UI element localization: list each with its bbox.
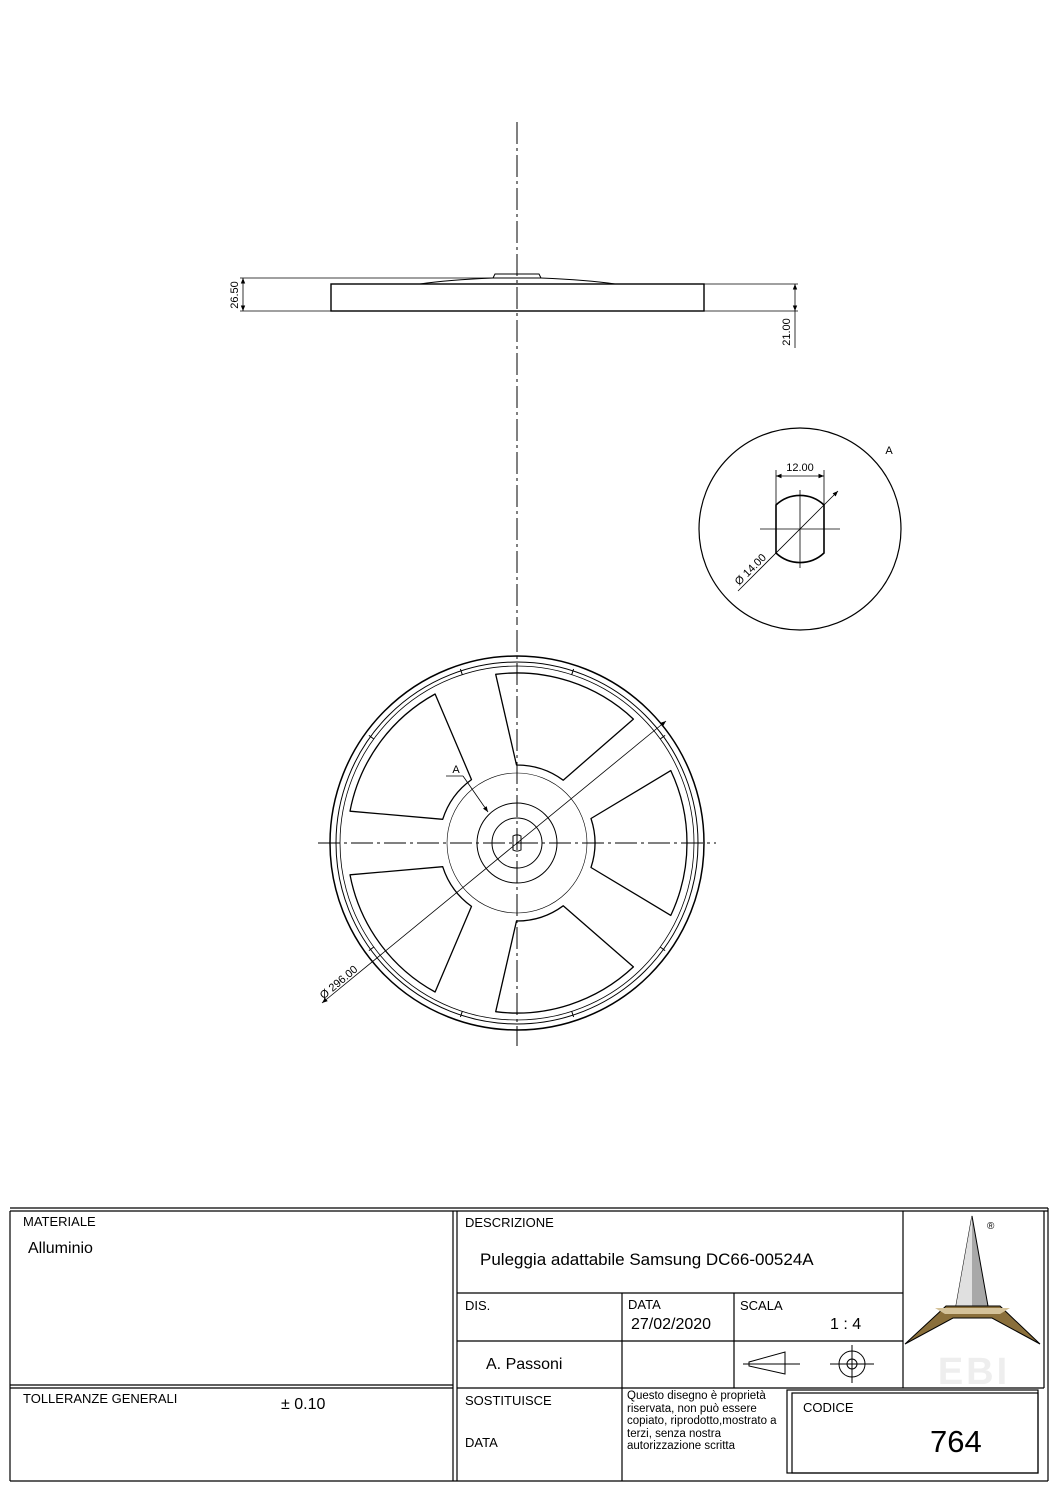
projection-symbol-icon <box>743 1345 874 1383</box>
sostituisce-label: SOSTITUISCE <box>465 1393 552 1408</box>
dim-rim-height: 21.00 <box>781 318 793 346</box>
dim-outer-diameter: Ø 296.00 <box>317 963 361 1002</box>
descrizione-value: Puleggia adattabile Samsung DC66-00524A <box>480 1250 814 1269</box>
side-view <box>240 122 798 625</box>
logo-watermark: EBI <box>937 1351 1011 1393</box>
copyright-note: Questo disegno è proprietà riservata, non può essere copiato, riprodotto,mostrato a terzi, senza nostra autorizzazione scritta <box>627 1390 777 1452</box>
dim-flat-width: 12.00 <box>786 462 814 474</box>
materiale-value: Alluminio <box>28 1240 93 1257</box>
codice-value: 764 <box>930 1424 982 1459</box>
materiale-label: MATERIALE <box>23 1214 96 1229</box>
scala-label: SCALA <box>740 1298 783 1313</box>
section-a-label: A <box>452 764 460 776</box>
front-view <box>318 630 716 1046</box>
registered-mark: ® <box>987 1221 995 1232</box>
dim-overall-height: 26.50 <box>229 281 241 309</box>
dis-label: DIS. <box>465 1298 491 1313</box>
dis-value: A. Passoni <box>486 1356 563 1373</box>
codice-label: CODICE <box>803 1400 854 1415</box>
data-label: DATA <box>628 1297 661 1312</box>
rim-tick <box>572 669 574 675</box>
data-value: 27/02/2020 <box>631 1316 712 1333</box>
tolleranze-label: TOLLERANZE GENERALI <box>23 1391 178 1406</box>
dim-bore-diameter: Ø 14.00 <box>732 551 769 588</box>
rim-tick <box>460 669 462 675</box>
descrizione-label: DESCRIZIONE <box>465 1215 554 1230</box>
company-logo <box>905 1216 1040 1393</box>
title-block-frame <box>10 1208 1048 1481</box>
data2-label: DATA <box>465 1435 498 1450</box>
rim-tick <box>572 1011 574 1017</box>
detail-a-view <box>699 428 901 630</box>
rim-tick <box>460 1011 462 1017</box>
detail-a-label: A <box>885 445 893 457</box>
outer-diameter-dimension-line <box>322 721 666 1003</box>
spoke-window <box>350 867 472 992</box>
tolleranze-value: ± 0.10 <box>281 1396 326 1413</box>
spoke-window <box>591 771 687 916</box>
spoke-window <box>350 694 472 819</box>
scala-value: 1 : 4 <box>830 1316 862 1333</box>
